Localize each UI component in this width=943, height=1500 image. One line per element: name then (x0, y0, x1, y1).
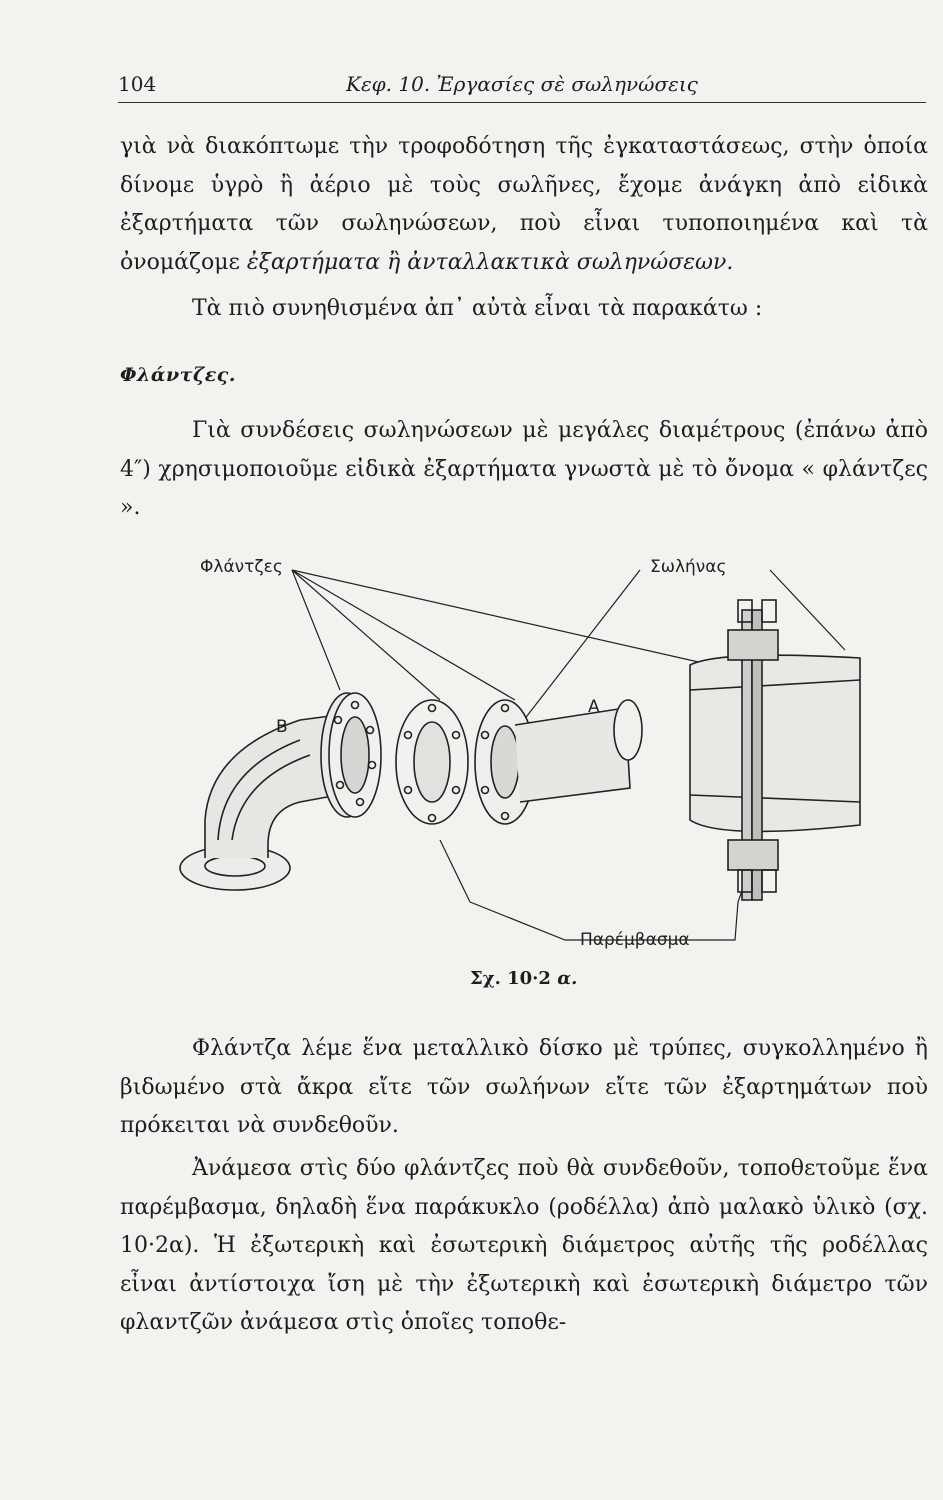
paragraph-1 (120, 128, 928, 282)
section-heading: Φλάντζες. (120, 364, 236, 386)
gasket-ring (396, 700, 468, 824)
paragraph-1-text: γιὰ νὰ διακόπτωμε τὴν τροφοδότηση τῆς ἐγκαταστάσεως, στὴν ὁποία δίνομε ὑγρὸ ἢ ἀέριο μὲ τοὺς σωλῆνες, ἔχομε ἀνάγκη ἀπὸ εἰδικὰ ἐξαρτήματα τῶν σωληνώσεων, ποὺ εἶναι τυποποιημένα καὶ τὰ ὀνομάζομε (120, 134, 928, 275)
page-header (118, 72, 926, 103)
paragraph-5: Ἀνάμεσα στὶς δύο φλάντζες ποὺ θὰ συνδεθοῦν, τοποθετοῦμε ἕνα παρέμβασμα, δηλαδὴ ἕνα παράκυκλο (ροδέλλα) ἀπὸ μαλακὸ ὑλικὸ (σχ. 10·2α). Ἡ ἐξωτερικὴ καὶ ἐσωτερικὴ διάμετρος αὐτῆς τῆς ροδέλλας εἶναι ἀντίστοιχα ἴση μὲ τὴν ἐξωτερικὴ καὶ ἐσωτερικὴ διάμετρο τῶν φλαντζῶν ἀνάμεσα στὶς ὁποῖες τοποθε- (120, 1156, 928, 1335)
paragraph-3: Γιὰ συνδέσεις σωληνώσεων μὲ μεγάλες διαμέτρους (ἐπάνω ἀπὸ 4″) χρησιμοποιοῦμε εἰδικὰ ἐξαρτήματα γνωστὰ μὲ τὸ ὄνομα « φλάντζες ». (120, 418, 928, 520)
flange-a (475, 700, 642, 824)
label-a: A (588, 697, 600, 717)
paragraph-1-emphasis: ἐξαρτήματα ἢ ἀνταλλακτικὰ σωληνώσεων. (246, 249, 734, 275)
flange-figure (0, 540, 943, 960)
elbow-fitting (180, 715, 338, 890)
page-number: 104 (118, 72, 157, 96)
section-view (690, 600, 860, 900)
caption-prefix: Σχ. 10·2 (470, 968, 558, 989)
label-b: B (276, 717, 288, 737)
label-pipe: Σωλήνας (650, 557, 727, 577)
figure-caption (470, 968, 577, 989)
label-flanges: Φλάντζες (200, 557, 283, 577)
label-gasket: Παρέμβασμα (580, 930, 690, 950)
paragraph-4: Φλάντζα λέμε ἕνα μεταλλικὸ δίσκο μὲ τρύπες, συγκολλημένο ἢ βιδωμένο στὰ ἄκρα εἴτε τῶν σωλήνων εἴτε τῶν ἐξαρτημάτων ποὺ πρόκειται νὰ συνδεθοῦν. (120, 1036, 928, 1138)
paragraph-2: Τὰ πιὸ συνηθισμένα ἀπ᾽ αὐτὰ εἶναι τὰ παρακάτω : (192, 296, 763, 321)
running-head: Κεφ. 10. Ἐργασίες σὲ σωληνώσεις (346, 72, 698, 96)
flange-b (321, 693, 381, 817)
caption-suffix: α. (557, 968, 578, 989)
